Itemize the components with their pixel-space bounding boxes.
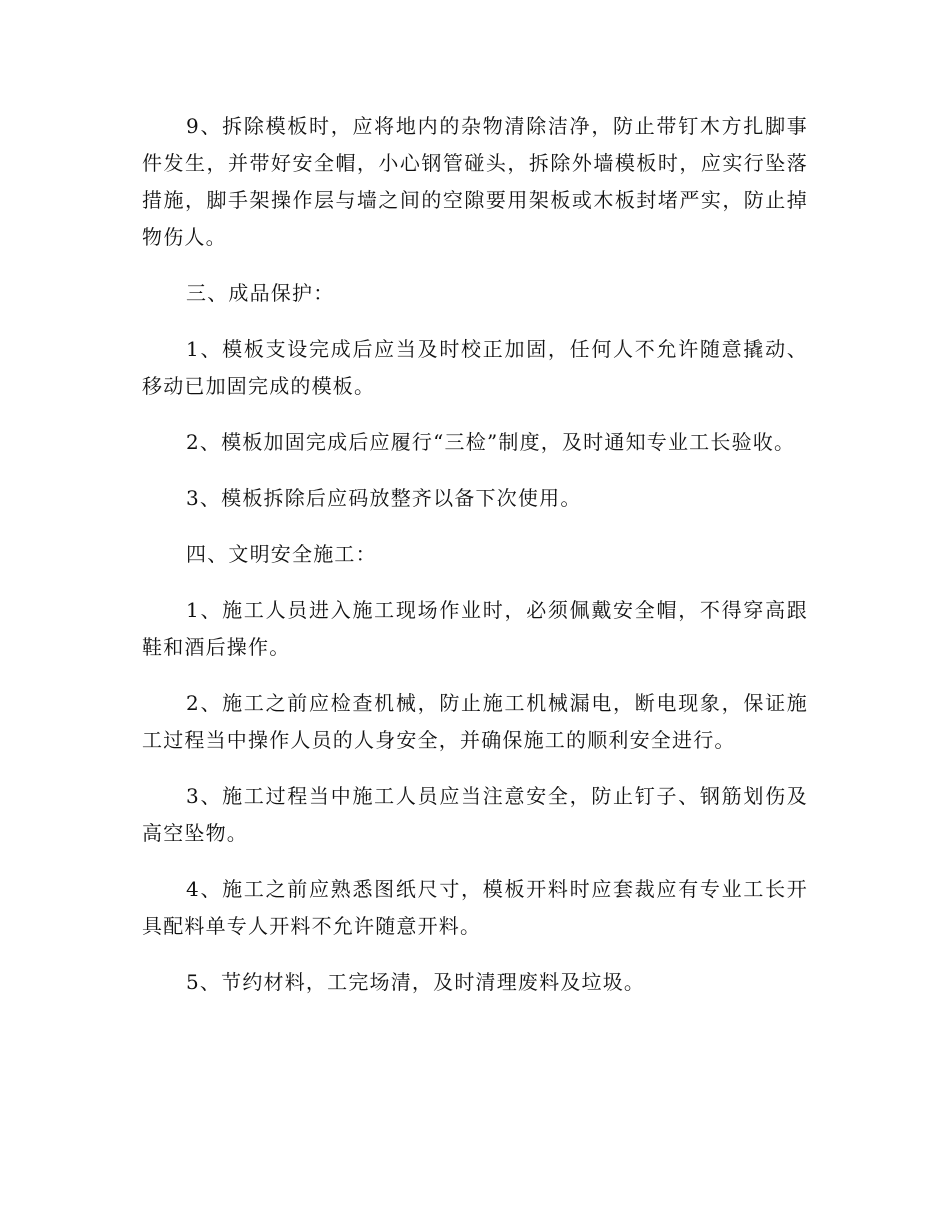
paragraph-safety-item-5: 5、节约材料，工完场清，及时清理废料及垃圾。 <box>186 970 646 994</box>
document-page <box>142 108 808 1020</box>
paragraph-safety-item-4: 4、施工之前应熟悉图纸尺寸，模板开料时应套裁应有专业工长开具配料单专人开料不允许随意开料。 <box>142 877 808 938</box>
paragraph-safety-item-1: 1、施工人员进入施工现场作业时，必须佩戴安全帽，不得穿高跟鞋和酒后操作。 <box>142 598 808 659</box>
paragraph-safety-item-3: 3、施工过程当中施工人员应当注意安全，防止钉子、钢筋划伤及高空坠物。 <box>142 784 808 845</box>
paragraph-protection-item-1: 1、模板支设完成后应当及时校正加固，任何人不允许随意撬动、移动已加固完成的模板。 <box>142 337 808 398</box>
paragraph-protection-item-2: 2、模板加固完成后应履行“三检”制度，及时通知专业工长验收。 <box>186 430 796 454</box>
paragraph-demolition-item-9: 9、拆除模板时，应将地内的杂物清除洁净，防止带钉木方扎脚事件发生，并带好安全帽，小心钢管碰头，拆除外墙模板时，应实行坠落措施，脚手架操作层与墙之间的空隙要用架板或木板封堵严实，防止掉物伤人。 <box>142 114 808 249</box>
paragraph-protection-item-3: 3、模板拆除后应码放整齐以备下次使用。 <box>186 486 582 510</box>
section-heading-civilized-safe-construction: 四、文明安全施工： <box>186 542 377 566</box>
paragraph-safety-item-2: 2、施工之前应检查机械，防止施工机械漏电，断电现象，保证施工过程当中操作人员的人身安全，并确保施工的顺利安全进行。 <box>142 691 808 752</box>
section-heading-finished-product-protection: 三、成品保护： <box>186 281 335 305</box>
